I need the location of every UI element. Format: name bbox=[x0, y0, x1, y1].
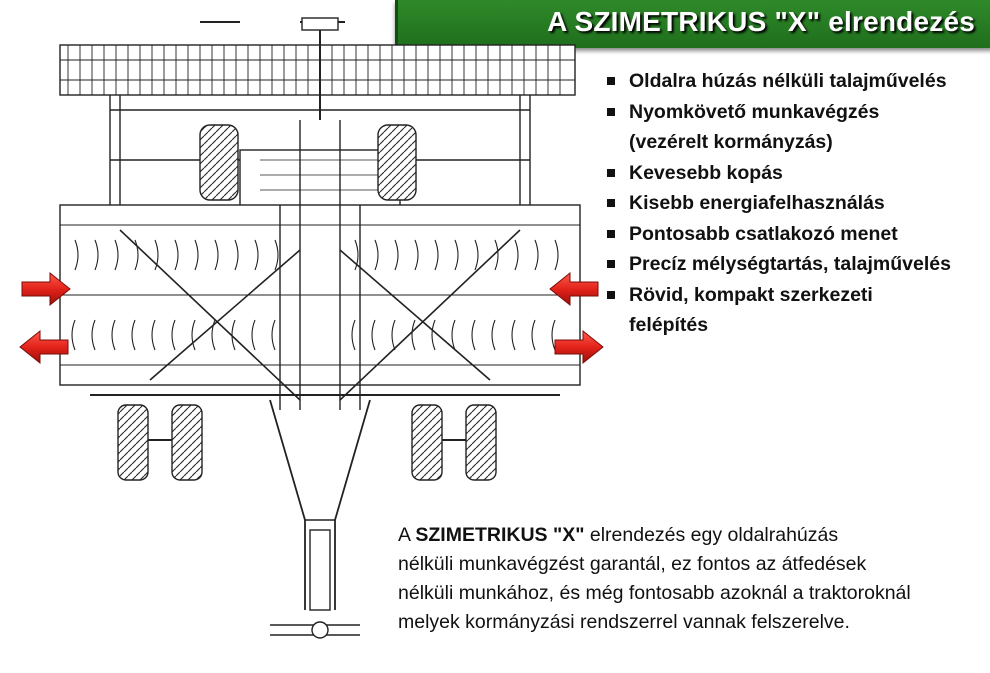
feature-item: Nyomkövető munkavégzés (vezérelt kormányzás) bbox=[605, 97, 990, 158]
page-title: A SZIMETRIKUS "X" elrendezés bbox=[547, 6, 975, 37]
paragraph-line-2: nélküli munkavégzést garantál, ez fontos az átfedések bbox=[398, 553, 867, 575]
bullet-icon bbox=[607, 77, 615, 85]
bullet-icon bbox=[607, 260, 615, 268]
bullet-icon bbox=[607, 199, 615, 207]
feature-list bbox=[605, 66, 990, 341]
feature-item: Oldalra húzás nélküli talajművelés bbox=[605, 66, 990, 97]
bullet-icon bbox=[607, 169, 615, 177]
bullet-icon bbox=[607, 230, 615, 238]
bullet-icon bbox=[607, 108, 615, 116]
feature-item: Precíz mélységtartás, talajművelés bbox=[605, 249, 990, 280]
description-paragraph bbox=[398, 521, 968, 637]
paragraph-line-3: nélküli munkához, és még fontosabb azoknál a traktoroknál bbox=[398, 582, 911, 604]
feature-item: Rövid, kompakt szerkezeti felépítés bbox=[605, 280, 990, 341]
bullet-icon bbox=[607, 291, 615, 299]
feature-item: Kisebb energiafelhasználás bbox=[605, 188, 990, 219]
paragraph-line-4: melyek kormányzási rendszerrel vannak felszerelve. bbox=[398, 611, 850, 633]
feature-item: Pontosabb csatlakozó menet bbox=[605, 219, 990, 250]
paragraph-line-1: A SZIMETRIKUS "X" elrendezés egy oldalrahúzás bbox=[398, 524, 839, 546]
feature-item: Kevesebb kopás bbox=[605, 158, 990, 189]
